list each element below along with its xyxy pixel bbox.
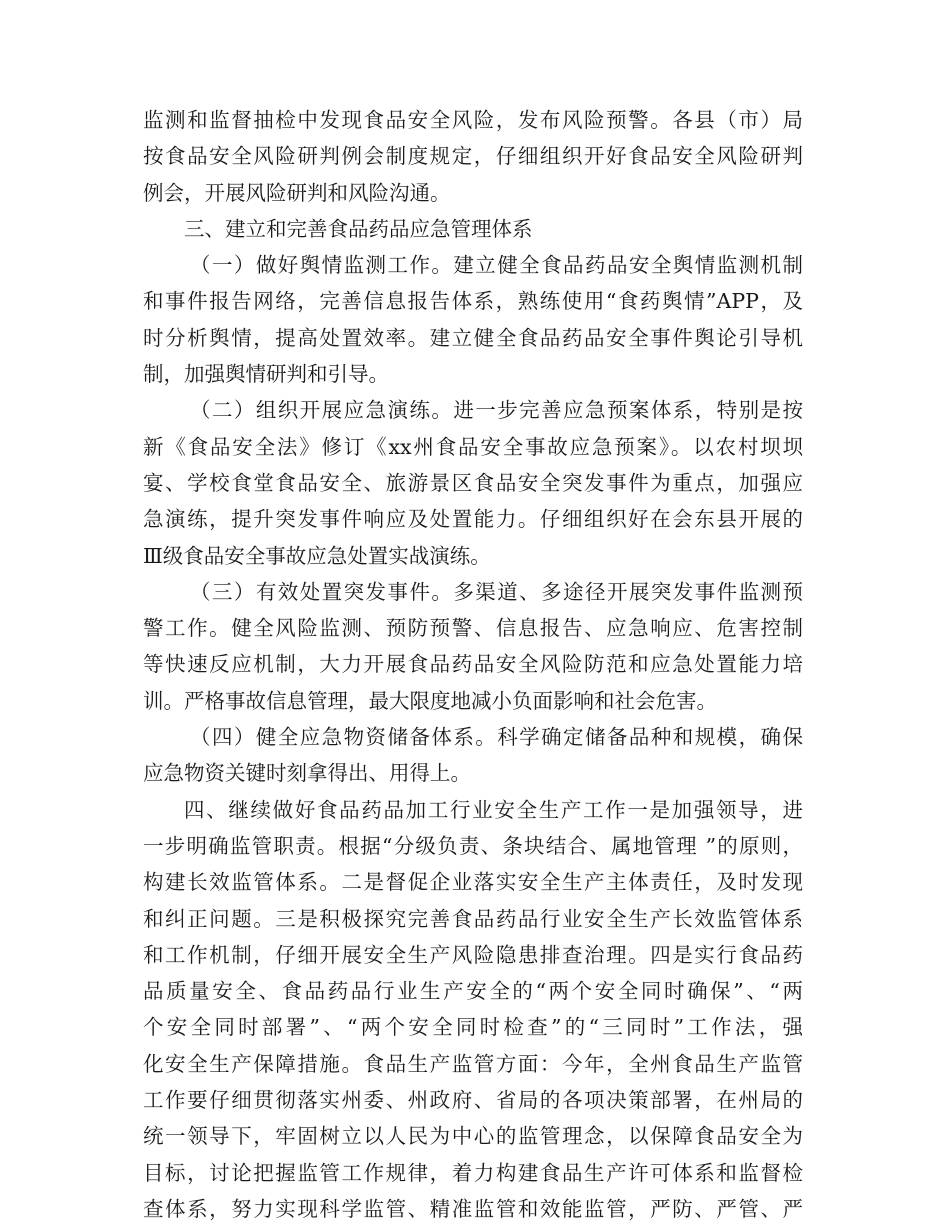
text-line: 等快速反应机制，大力开展食品药品安全风险防范和应急处置能力培	[143, 652, 803, 677]
text-line: 急演练，提升突发事件响应及处置能力。仔细组织好在会东县开展的	[143, 507, 803, 532]
text-line: 应急物资关键时刻拿得出、用得上。	[143, 761, 471, 786]
document-body	[143, 102, 803, 1227]
text-line: 监测和监督抽检中发现食品安全风险，发布风险预警。各县（市）局	[143, 108, 803, 132]
section-heading: 三、建立和完善食品药品应急管理体系	[184, 216, 533, 241]
text-line: 统一领导下，牢固树立以人民为中心的监管理念，以保障食品安全为	[143, 1124, 803, 1149]
text-line: 和事件报告网络，完善信息报告体系，熟练使用“食药舆情”APP，及	[143, 289, 803, 314]
text-line: 宴、学校食堂食品安全、旅游景区食品安全突发事件为重点，加强应	[143, 470, 803, 495]
text-line: （四）健全应急物资储备体系。科学确定储备品种和规模，确保	[190, 725, 803, 750]
section-heading: 四、继续做好食品药品加工行业安全生产工作一是加强领导，进	[184, 797, 803, 822]
text-line: 训。严格事故信息管理，最大限度地减小负面影响和社会危害。	[143, 688, 717, 713]
text-line: 查体系，努力实现科学监管、精准监管和效能监管，严防、严管、严	[143, 1196, 803, 1221]
text-line: 时分析舆情，提高处置效率。建立健全食品药品安全事件舆论引导机	[143, 325, 803, 350]
text-line: 一步明确监管职责。根据“分级负责、条块结合、属地管理 ”的原则，	[143, 833, 803, 858]
text-line: 制，加强舆情研判和引导。	[143, 362, 389, 387]
text-line: 化安全生产保障措施。食品生产监管方面：今年，全州食品生产监管	[143, 1051, 803, 1076]
text-line: 品质量安全、食品药品行业生产安全的“两个安全同时确保”、“两	[143, 979, 803, 1004]
text-line: （一）做好舆情监测工作。建立健全食品药品安全舆情监测机制	[190, 253, 803, 278]
text-line: 构建长效监管体系。二是督促企业落实安全生产主体责任，及时发现	[143, 870, 803, 895]
text-line: 例会，开展风险研判和风险沟通。	[143, 180, 451, 205]
text-line: 新《食品安全法》修订《xx州食品安全事故应急预案》。以农村坝坝	[143, 434, 803, 459]
text-line: 和纠正问题。三是积极探究完善食品药品行业安全生产长效监管体系	[143, 906, 803, 931]
text-line: 个安全同时部署”、“两个安全同时检查”的“三同时”工作法，强	[143, 1015, 803, 1040]
text-line: （三）有效处置突发事件。多渠道、多途径开展突发事件监测预	[190, 579, 803, 604]
text-line: 警工作。健全风险监测、预防预警、信息报告、应急响应、危害控制	[143, 616, 803, 641]
text-line: 按食品安全风险研判例会制度规定，仔细组织开好食品安全风险研判	[143, 144, 803, 169]
text-line: Ⅲ级食品安全事故应急处置实战演练。	[143, 543, 491, 568]
text-line: 和工作机制，仔细开展安全生产风险隐患排查治理。四是实行食品药	[143, 942, 803, 967]
text-line: （二）组织开展应急演练。进一步完善应急预案体系，特别是按	[190, 398, 803, 423]
text-line: 工作要仔细贯彻落实州委、州政府、省局的各项决策部署，在州局的	[143, 1088, 803, 1113]
text-line: 目标，讨论把握监管工作规律，着力构建食品生产许可体系和监督检	[143, 1160, 803, 1185]
